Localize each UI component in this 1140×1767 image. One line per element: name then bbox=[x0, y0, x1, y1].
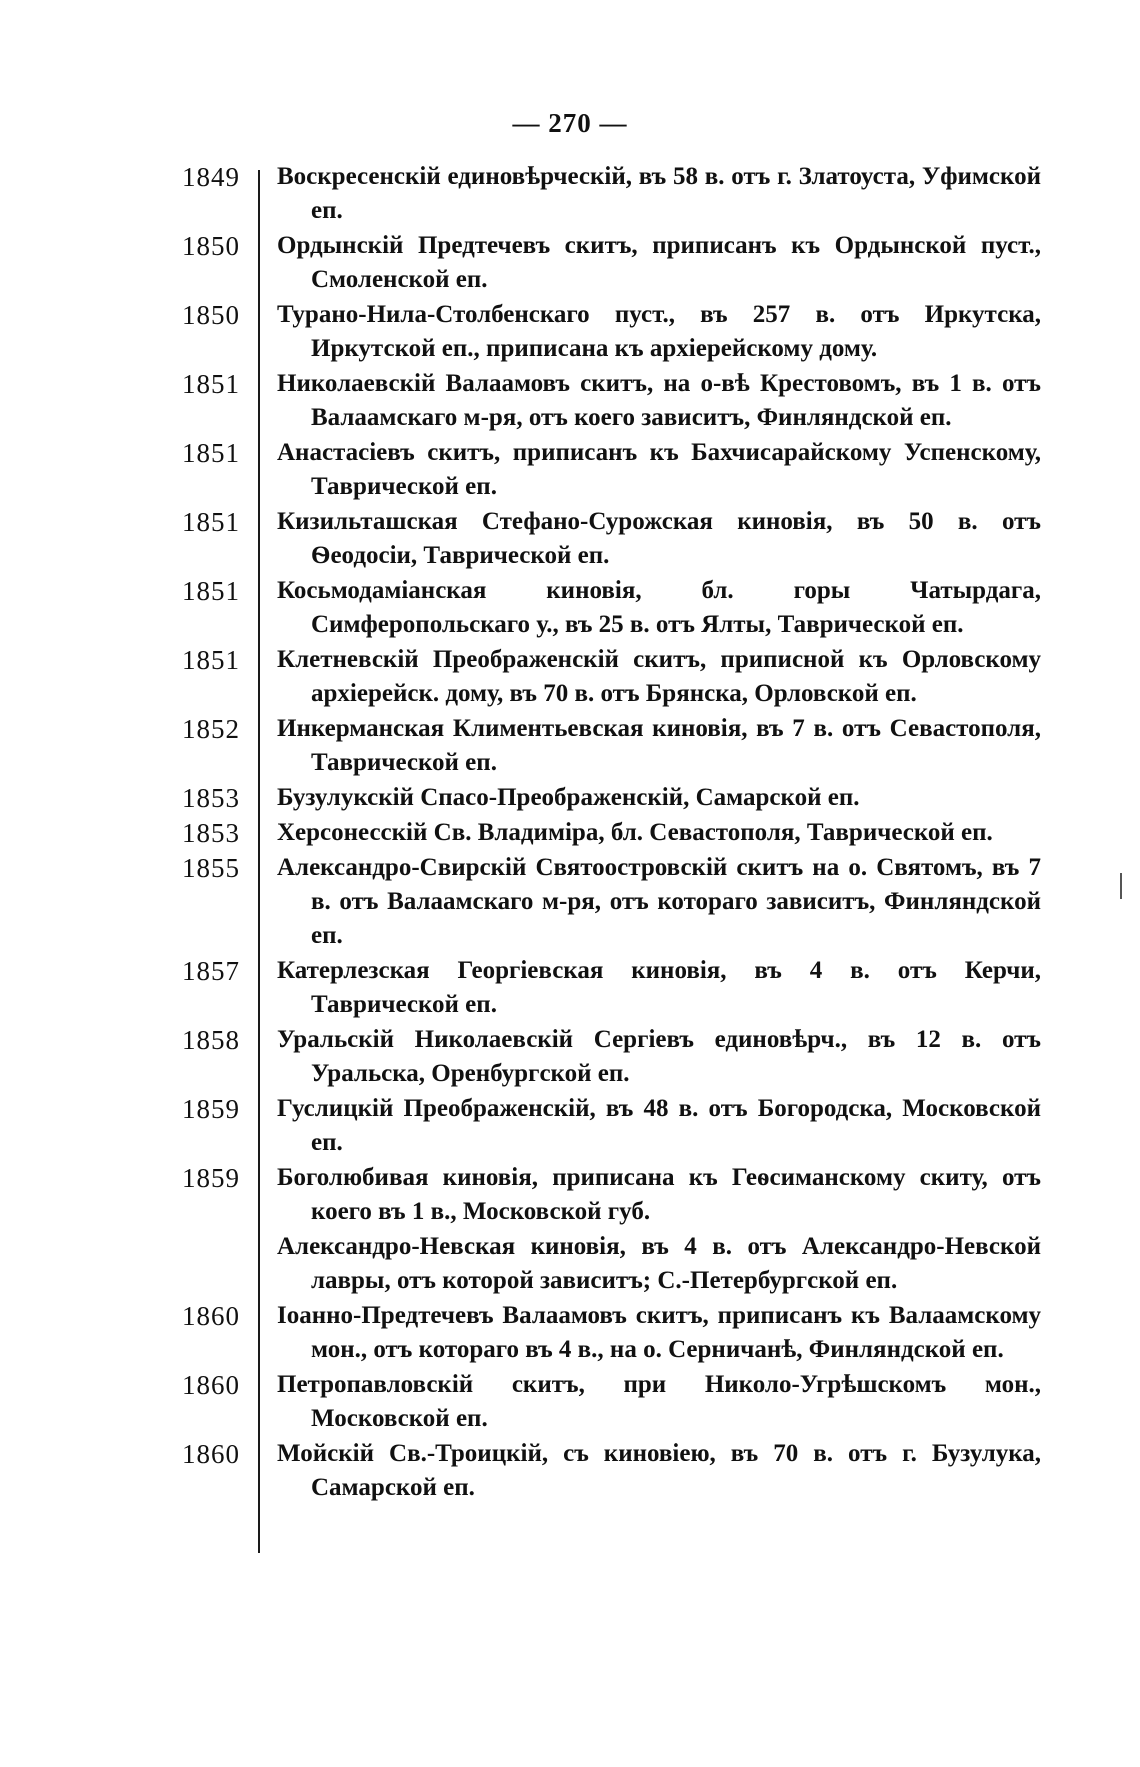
entry-text: Николаевскій Валаамовъ скитъ, на о-вѣ Крестовомъ, въ 1 в. отъ Валаамскаго м-ря, отъ коего зависитъ, Финляндской еп. bbox=[277, 370, 1041, 431]
entry-year: 1850 bbox=[182, 231, 240, 261]
entry-year: 1853 bbox=[182, 818, 240, 848]
list-item bbox=[0, 1437, 1140, 1505]
list-item bbox=[0, 436, 1140, 504]
entry-year: 1859 bbox=[182, 1163, 240, 1193]
list-item bbox=[0, 1299, 1140, 1367]
entry-text: Петропавловскій скитъ, при Николо-Угрѣшскомъ мон., Московской еп. bbox=[277, 1371, 1041, 1432]
entry-text: Инкерманская Климентьевская киновія, въ 7 в. отъ Севастополя, Таврической еп. bbox=[277, 715, 1041, 776]
page-number: — 270 — bbox=[512, 108, 628, 138]
list-item bbox=[0, 1023, 1140, 1091]
list-item bbox=[0, 367, 1140, 435]
entry-year: 1853 bbox=[182, 783, 240, 813]
entry-text: Клетневскій Преображенскій скитъ, приписной къ Орловскому архіерейск. дому, въ 70 в. отъ Брянска, Орловской еп. bbox=[277, 646, 1041, 707]
entry-text: Гуслицкій Преображенскій, въ 48 в. отъ Богородска, Московской еп. bbox=[277, 1095, 1041, 1156]
entry-year: 1855 bbox=[182, 853, 240, 883]
entry-text: Турано-Нила-Столбенскаго пуст., въ 257 в. отъ Иркутска, Иркутской еп., приписана къ архіерейскому дому. bbox=[277, 301, 1041, 362]
entry-year: 1860 bbox=[182, 1439, 240, 1469]
entry-text: Мойскій Св.-Троицкій, съ киновіею, въ 70 в. отъ г. Бузулука, Самарской еп. bbox=[277, 1440, 1041, 1501]
list-item bbox=[0, 712, 1140, 780]
entry-text: Катерлезская Георгіевская киновія, въ 4 в. отъ Керчи, Таврической еп. bbox=[277, 957, 1041, 1018]
entry-text: Воскресенскій единовѣрческій, въ 58 в. отъ г. Златоуста, Уфимской еп. bbox=[277, 163, 1041, 224]
entry-year: 1851 bbox=[182, 438, 240, 468]
entry-text: Уральскій Николаевскій Сергіевъ единовѣрч., въ 12 в. отъ Уральска, Оренбургской еп. bbox=[277, 1026, 1041, 1087]
entry-year: 1860 bbox=[182, 1370, 240, 1400]
list-item bbox=[0, 298, 1140, 366]
entry-year: 1852 bbox=[182, 714, 240, 744]
entry-text: Косьмодаміанская киновія, бл. горы Чатырдага, Симферопольскаго у., въ 25 в. отъ Ялты, Таврической еп. bbox=[277, 577, 1041, 638]
entry-year: 1859 bbox=[182, 1094, 240, 1124]
entry-year: 1850 bbox=[182, 300, 240, 330]
entry-text: Бузулукскій Спасо-Преображенскій, Самарской еп. bbox=[277, 784, 860, 811]
list-item bbox=[0, 781, 1140, 815]
entry-year: 1858 bbox=[182, 1025, 240, 1055]
list-item bbox=[0, 1368, 1140, 1436]
list-item bbox=[0, 954, 1140, 1022]
entry-text: Анастасіевъ скитъ, приписанъ къ Бахчисарайскому Успенскому, Таврической еп. bbox=[277, 439, 1041, 500]
entry-year: 1860 bbox=[182, 1301, 240, 1331]
list-item bbox=[0, 505, 1140, 573]
list-item bbox=[0, 851, 1140, 953]
list-item bbox=[0, 1161, 1140, 1229]
entry-year: 1851 bbox=[182, 507, 240, 537]
margin-mark bbox=[1120, 873, 1122, 899]
list-item bbox=[0, 1092, 1140, 1160]
entry-text: Ордынскій Предтечевъ скитъ, приписанъ къ Ордынской пуст., Смоленской еп. bbox=[277, 232, 1041, 293]
list-item bbox=[0, 229, 1140, 297]
entry-year: 1851 bbox=[182, 645, 240, 675]
list-item bbox=[0, 1230, 1140, 1298]
entry-year: 1849 bbox=[182, 162, 240, 192]
list-item bbox=[0, 574, 1140, 642]
entry-year: 1851 bbox=[182, 576, 240, 606]
entry-text: Александро-Свирскій Святоостровскій скитъ на о. Святомъ, въ 7 в. отъ Валаамскаго м-ря, отъ котораго зависитъ, Финляндской еп. bbox=[277, 854, 1041, 949]
entry-year: 1851 bbox=[182, 369, 240, 399]
list-item bbox=[0, 160, 1140, 228]
entry-text: Александро-Невская киновія, въ 4 в. отъ Александро-Невской лавры, отъ которой зависитъ; С.-Петербургской еп. bbox=[277, 1233, 1041, 1294]
entry-year: 1857 bbox=[182, 956, 240, 986]
entry-text: Кизильташская Стефано-Сурожская киновія, въ 50 в. отъ Ѳеодосіи, Таврической еп. bbox=[277, 508, 1041, 569]
list-item bbox=[0, 816, 1140, 850]
entry-text: Херсонесскій Св. Владиміра, бл. Севастополя, Таврической еп. bbox=[277, 819, 993, 846]
entry-text: Боголюбивая киновія, приписана къ Геѳсиманскому скиту, отъ коего въ 1 в., Московской губ. bbox=[277, 1164, 1041, 1225]
monastery-list bbox=[0, 160, 1140, 1506]
list-item bbox=[0, 643, 1140, 711]
entry-text: Іоанно-Предтечевъ Валаамовъ скитъ, приписанъ къ Валаамскому мон., отъ котораго въ 4 в., на о. Серничанѣ, Финляндской еп. bbox=[277, 1302, 1041, 1363]
